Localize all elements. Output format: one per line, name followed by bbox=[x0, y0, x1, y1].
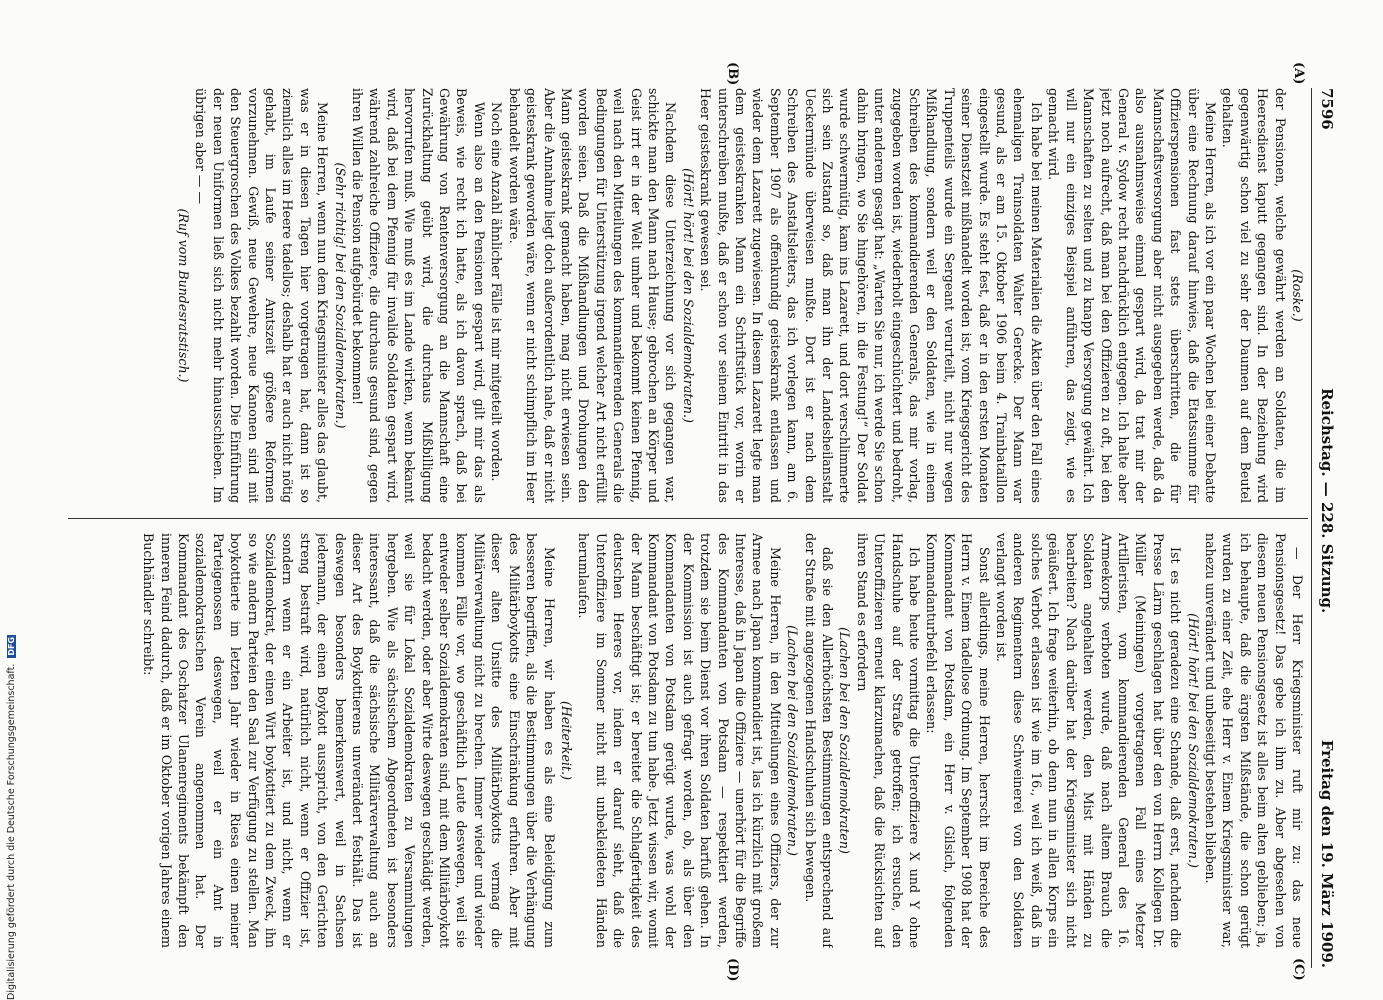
paragraph: Meine Herren, in den Mitteilungen eines Offiziers, der zur Armee nach Japan kommandiert ist, las ich kürzlich mit großem Interesse, daß in Japan die Offiziere — unerhört für die Begriffe des Kommandanten von Potsdam — respektiert werden, trotzdem sie beim Dienst vor ihren Soldaten barfuß gehen. In der Kommission ist auch gefragt worden, ob, als über den Kommandanten von Potsdam gerügt wurde, was wohl der Kommandant von Potsdam zu tun habe. Jetzt wissen wir, womit der Mann beschäftigt ist; er bereitet die Schlagfertigkeit des deutschen Heeres vor, indem er darauf sieht, daß die Unteroffiziere im Sommer nicht mit unbekleideten Händen herumlaufen. bbox=[576, 533, 783, 948]
interjection: (Hört! hört! bei den Sozialdemokraten.) bbox=[680, 168, 696, 423]
interjection: (Hört! hört! bei den Sozialdemokraten.) bbox=[1185, 613, 1201, 868]
paragraph: Meine Herren, wenn nun dem Kriegsminister alles das glaubt, was er in diesen Tagen hier vorgetragen hat, dann ist so ziemlich alles im Heere tadellos; deshalb hat er auch nicht nötig gehabt, im Laufe seiner Amtszeit größere Reformen vorzunehmen. Gewiß, neue Gewehre, neue Kanonen sind mit den Steuergroschen des Volkes bezahlt worden. Die Einführung der neuen Uniformen ließ sich nicht mehr hinausschieben. Im übrigen aber — — bbox=[193, 88, 331, 503]
interjection: (Ruf vom Bundesratstisch.) bbox=[176, 208, 191, 383]
paragraph: — Der Herr Kriegsminister ruft mir zu: das neue Pensionsgesetz! Das gebe ich ihm zu. Aber abgesehen von diesem neuen Pensionsgesetz ist alles beim alten geblieben; ja, ich behaupte, daß die ärgsten Mißstände, die schon gerügt wurden zu einer Zeit, ehe Herr v. Einem Kriegsminister war, nahezu unverändert und unbeseitigt bestehen blieben. bbox=[1202, 533, 1305, 948]
credit-text: Digitalisierung gefördert durch die Deutsche Forschungsgemeinschaft. bbox=[6, 663, 17, 1000]
interjection: (Lachen bei den Sozialdemokraten) bbox=[837, 627, 853, 854]
header-title: Reichstag. — 228. Sitzung. bbox=[1318, 388, 1336, 614]
interjection: (Sehr richtig! bei den Sozialdemokraten.) bbox=[332, 162, 348, 429]
interjection: (Heiterkeit.) bbox=[558, 701, 574, 780]
speaker-label: (Roske.) bbox=[1290, 269, 1305, 322]
interjection: (Lachen bei den Sozialdemokraten.) bbox=[785, 625, 801, 856]
funding-credit bbox=[6, 636, 20, 1000]
margin-marker-b: (B) bbox=[725, 62, 740, 86]
quote: Ich habe heute vormittag die Unteroffiziere X und Y ohne Handschuhe auf der Straße getroffen; ich ersuche, den Unteroffizieren erneut klarzumachen, daß die Rücksichten auf ihren Stand es erfordern bbox=[854, 533, 923, 948]
quote: daß sie den Allerhöchsten Bestimmungen entsprechend auf der Straße mit angezogenen Handschuhen sich bewegen. bbox=[802, 533, 836, 948]
paragraph: Sonst allerdings, meine Herren, herrscht im Bereiche des Herrn v. Einem tadellose Ordnung. Im September 1908 hat der Kommandant von Potsdam, ein Herr v. Gilsich, folgenden Kommandanturbefehl erlassen: bbox=[924, 533, 992, 948]
page-header bbox=[1310, 88, 1340, 968]
header-rule bbox=[1311, 88, 1312, 968]
paragraph: Ich habe bei meinen Materialien die Akten über den Fall eines ehemaligen Trainsoldaten Walter Gerecke. Der Mann war gesund, als er am 15. Oktober 1906 beim 4. Trainbataillon eingestellt wurde. Es steht fest, daß er in den ersten Monaten seiner Dienstzeit mißhandelt worden ist; vom Kriegsgericht des Truppenteils wurde ein Sergeant verurteilt, nicht nur wegen Mißhandlung, sondern weil er den Soldaten, wie in einem Schreiben des kommandierenden Generals, das mir vorlag, zugegeben worden ist, wiederholt eingeschüchtert und bedroht, unter anderem gesagt hat: „Warten Sie nur, ich werde Sie schon dahin bringen, wo Sie hingehören, in die Festung!“ Der Soldat wurde schwermütig, kam ins Lazarett, und dort verschlimmerte sich sein Zustand so, daß man ihn der Landesheilanstalt Ueckermünde überweisen mußte. Dort ist er nach dem Schreiben des Anstaltsleiters, das ich vorlegen kann, am 6. September 1907 als offenkundig geisteskrank entlassen und wieder dem Lazarett zugewiesen. In diesem Lazarett legte man dem geisteskranken Mann ein Schriftstück vor, worin er unterschreiben mußte, daß er schon vor seinem Eintritt in das Heer geisteskrank gewesen sei. bbox=[698, 88, 1044, 503]
paragraph: Ist es nicht geradezu eine Schande, daß erst, nachdem die Presse Lärm geschlagen hat über den von Herrn Kollegen Dr. Müller (Meiningen) vorgetragenen Fall eines Metzer Artilleristen, vom kommandierenden General des 16. Armeekorps verboten wurde, daß nach altem Brauch die Soldaten angehalten werden, den Mist mit Händen zu bearbeiten? Nach darüber hat der Kriegsminister sich nicht geäußert. Ich frage weiterhin, ob denn nun in allen Korps ein solches Verbot erlassen ist wie im 16., weil ich weiß, daß in anderen Regimentern diese Schweinerei von den Soldaten verlangt worden ist. bbox=[994, 533, 1184, 948]
paragraph: Meine Herren, als ich vor ein paar Wochen bei einer Debatte über eine Rechnung darauf hinwies, daß die Etatssumme für Offizierspensionen fast stets überschritten, die für Mannschaftsversorgung aber nicht ausgegeben werde, daß da also ausnahmsweise einmal gespart wird, da trat mir der General v. Sydow recht nachdrücklich entgegen. Ich halte aber jetzt noch aufrecht, daß man bei den Offizieren zu oft, bei den Mannschaften zu selten und zu knapp Versorgung gewährt. Ich will nur ein einziges Beispiel anführen, das zeigt, wie es gemacht wird. bbox=[1046, 88, 1218, 503]
paragraph: Nachdem diese Unterzeichnung vor sich gegangen war, schickte man den Mann nach Hause; gebrochen an Körper und Geist irrt er in der Welt umher und bekommt keinen Pfennig, weil nach den Mitteilungen des kommandierenden Generals die Bedingungen für Unterstützung irgend welcher Art nicht erfüllt worden seien. Daß die Mißhandlungen und Drohungen den Mann geisteskrank gemacht haben, mag nicht erwiesen sein. Aber die Annahme liegt doch außerordentlich nahe, daß er nicht geisteskrank geworden wäre, wenn er nicht schimpflich im Heer behandelt worden wäre. bbox=[506, 88, 679, 503]
right-column bbox=[66, 533, 1306, 948]
left-column bbox=[66, 88, 1306, 503]
page-number: 7596 bbox=[1318, 88, 1336, 130]
margin-marker-c: (C) bbox=[1291, 958, 1306, 981]
column-rule bbox=[68, 518, 1308, 519]
header-date: Freitag den 19. März 1909. bbox=[1318, 739, 1336, 968]
paragraph: der Pensionen, welche gewährt werden an Soldaten, die im Heeresdienst kaputt gegangen sind. In der Beziehung wird gegenwärtig schon viel zu sehr der Daumen auf dem Beutel gehalten. bbox=[1220, 88, 1288, 503]
dfg-logo: DFG bbox=[7, 636, 16, 656]
margin-marker-a: (A) bbox=[1291, 62, 1306, 85]
rotated-document bbox=[50, 62, 1340, 982]
paragraph: Noch eine Anzahl ähnlicher Fälle ist mir mitgeteilt worden. bbox=[489, 102, 505, 482]
margin-marker-d: (D) bbox=[725, 958, 740, 982]
paragraph: Wenn also an den Pensionen gespart wird, gilt mir das als Beweis, wie recht ich hatte, als ich davon sprach, daß bei Gewährung von Rentenversorgung an die Mannschaft eine Zurückhaltung geübt wird, die durchaus Mißbilligung hervorrufen muß. Wie muß es im Lande wirken, wenn bekannt wird, daß bei dem Pfennig für invalide Soldaten gespart wird, während zahlreiche Offiziere, die durchaus gesund sind, gegen ihren Willen die Pension aufgebürdet bekommen! bbox=[350, 88, 487, 503]
paragraph: Meine Herren, wir haben es als eine Beleidigung zum besseren begriffen, als die Bestimmungen über die Verhängung des Militärboykotts eine Einschränkung erfuhren. Aber mit dieser alten Unsitte des Militärboykotts vermag die Militärverwaltung nicht zu brechen. Immer wieder und wieder kommen Fälle vor, wo geschäftlich Leute deswegen, weil sie entweder selber Sozialdemokraten sind, mit dem Militärboykott bedacht werden, oder aber Wirte deswegen geschädigt werden, weil sie für Lokal Sozialdemokraten zu Versammlungen hergeben. Wie als sächsischem Abgeordneten ist besonders interessant, daß die sächsische Militärverwaltung auch an dieser Art des Boykottierens unverändert festhält. Das ist deswegen besonders bemerkenswert, weil in Sachsen jedermann, der einen Boykott ausspricht, von den Gerichten streng bestraft wird, natürlich nicht, wenn er Offizier ist, sondern wenn er ein Arbeiter ist, und nicht, wenn er Sozialdemokrat, der einen Wirt boykottiert zu dem Zweck, ihn so wie andern Parteien den Saal zur Verfügung zu stellen. Man boykottierte im letzten Jahr wieder in Riesa einen meiner Parteigenossen deswegen, weil er ein Amt in sozialdemokratischen Verein angenommen hat. Der Kommandant des Oschatzer Ulanenregiments bekämpft den inneren Feind dadurch, daß er im Oktober vorigen Jahres einem Buchhändler schreibt: bbox=[141, 533, 557, 948]
